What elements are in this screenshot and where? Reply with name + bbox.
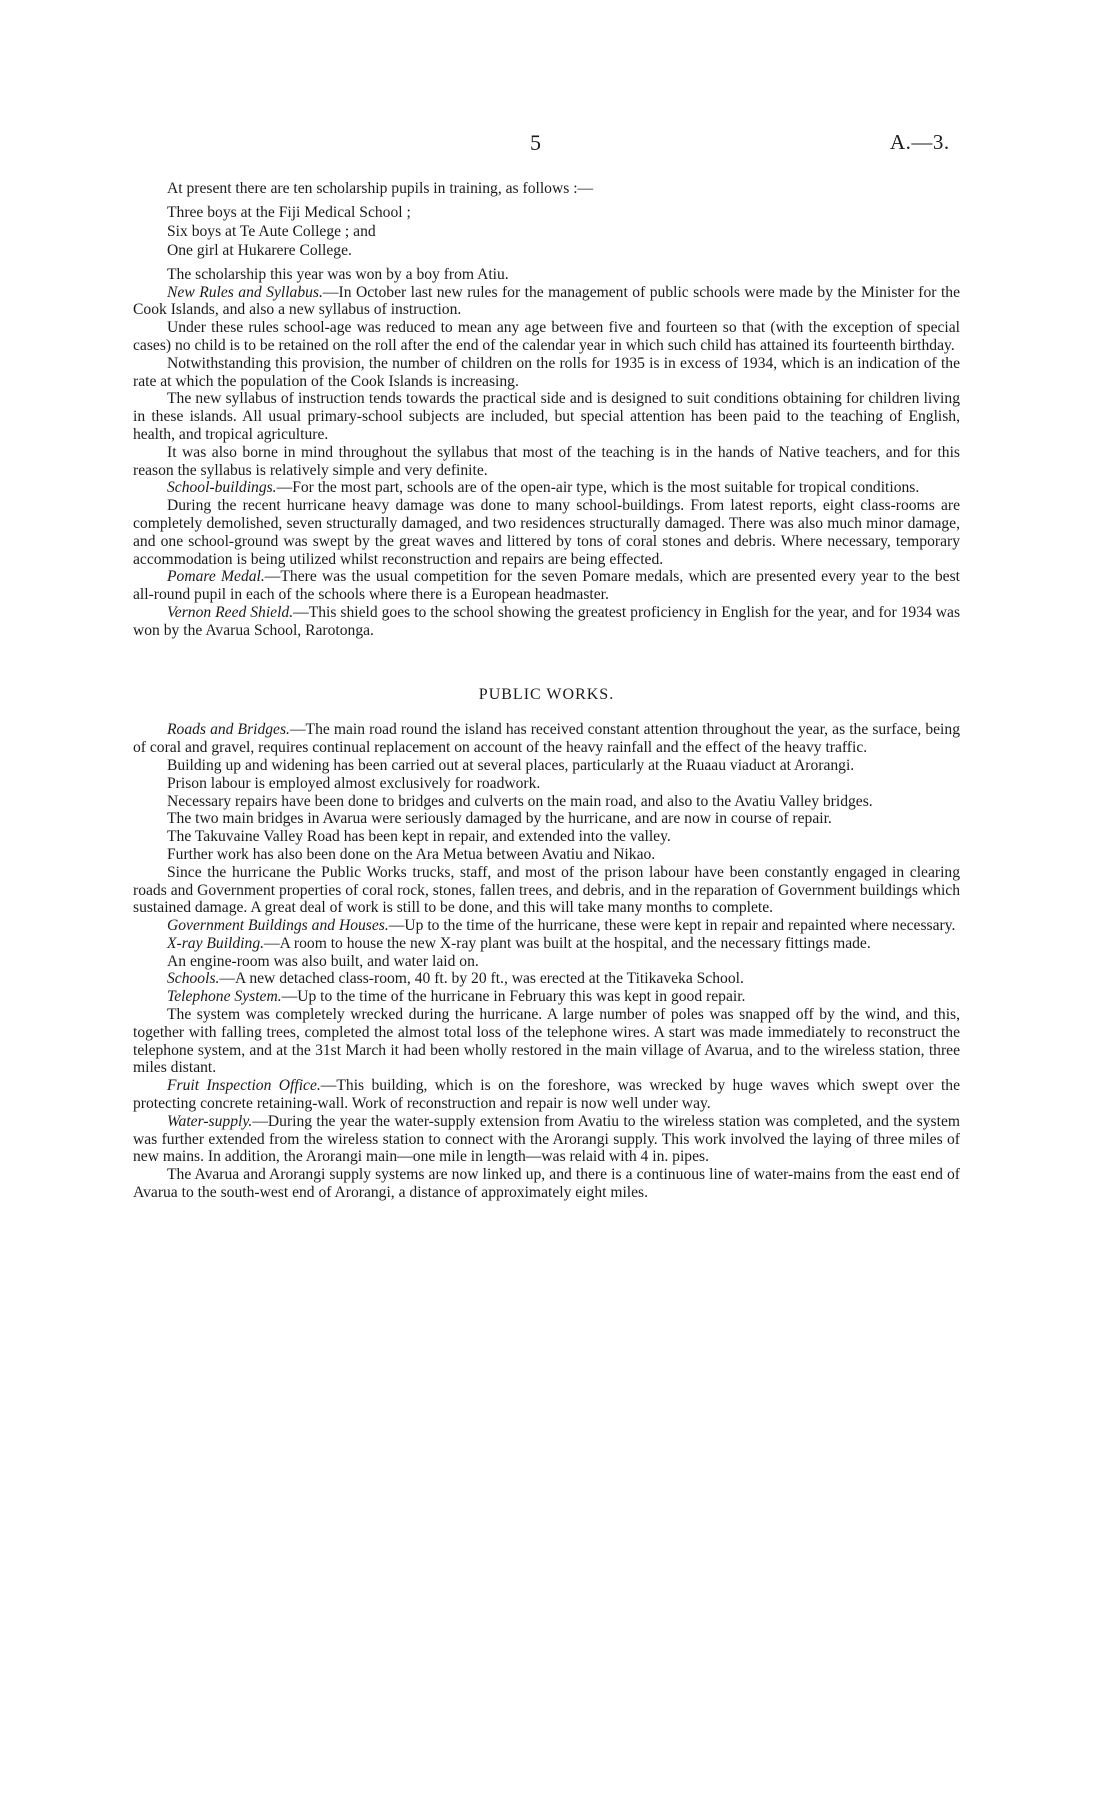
paragraph [133,479,960,497]
paragraph-text: The Takuvaine Valley Road has been kept in repair, and extended into the valley. [167,828,671,846]
list-item: One girl at Hukarere College. [167,241,352,259]
paragraph [133,917,960,935]
paragraph-text: The system was completely wrecked during the hurricane. A large number of poles was snapped off by the wind, and this, together with falling trees, completed the almost total loss of the telephone wires. A start was made immediately to reconstruct the telephone system, and at the 31st March it had been wholly restored in the main village of Avarua, and to the wireless station, three miles distant. [133,1006,960,1077]
scholarship-list [167,203,960,260]
paragraph [133,846,960,864]
paragraph-text: —There was the usual competition for the seven Pomare medals, which are presented every year to the best all-round pupil in each of the schools where there is a European headmaster. [133,568,960,604]
paragraph [133,935,960,953]
paragraph-heading: Pomare Medal. [167,568,265,586]
paragraph-text: The two main bridges in Avarua were seriously damaged by the hurricane, and are now in course of repair. [167,810,832,828]
scholarship-winner: The scholarship this year was won by a boy from Atiu. [167,265,509,283]
public-works-section [133,721,960,1202]
paragraph-heading: New Rules and Syllabus. [167,283,323,301]
paragraph-text: —Up to the time of the hurricane in February this was kept in good repair. [281,988,746,1006]
paragraph-text: Prison labour is employed almost exclusively for roadwork. [167,774,541,792]
paragraph [133,355,960,391]
paragraph-text: —The main road round the island has received constant attention throughout the year, as the surface, being of coral and gravel, requires continual replacement on account of the heavy rainfall and the effect of the heavy traffic. [133,721,960,757]
paragraph [133,775,960,793]
paragraph-text: —For the most part, schools are of the open-air type, which is the most suitable for tropical conditions. [276,479,920,497]
paragraph [133,497,960,568]
paragraph-text: —A new detached class-room, 40 ft. by 20 ft., was erected at the Titikaveka School. [219,970,744,988]
scholarship-intro: At present there are ten scholarship pupils in training, as follows :— [167,180,594,197]
paragraph-text: Under these rules school-age was reduced to mean any age between five and fourteen so that (with the exception of special cases) no child is to be retained on the roll after the end of the calendar year in which such child has attained its fourteenth birthday. [133,319,960,354]
paragraph-text: The Avarua and Arorangi supply systems are now linked up, and there is a continuous line of water-mains from the east end of Avarua to the south-west end of Arorangi, a distance of approximately eight miles. [133,1166,960,1202]
document-reference: A.—3. [890,130,950,154]
paragraph [133,444,960,480]
page-header [0,130,1114,160]
paragraph-text: Further work has also been done on the Ara Metua between Avatiu and Nikao. [167,845,656,863]
paragraph-heading: Vernon Reed Shield. [167,603,294,621]
paragraph [133,1077,960,1113]
paragraph [133,319,960,355]
paragraph-text: —This shield goes to the school showing the greatest proficiency in English for the year, and for 1934 was won by the Avarua School, Rarotonga. [133,603,961,639]
paragraph [133,284,960,320]
paragraph [133,970,960,988]
paragraph-heading: Schools. [167,970,220,988]
paragraph-heading: Water-supply. [167,1112,253,1130]
paragraph [133,568,960,604]
paragraph-heading: Government Buildings and Houses. [167,917,389,935]
page-body [133,180,960,1202]
paragraph-text: An engine-room was also built, and water laid on. [167,952,479,970]
paragraph-text: Building up and widening has been carried out at several places, particularly at the Ruaau viaduct at Arorangi. [167,756,855,774]
paragraph [133,604,960,640]
paragraph [133,1113,960,1166]
paragraph [133,864,960,917]
paragraph [133,721,960,757]
paragraph [133,828,960,846]
list-item: Six boys at Te Aute College ; and [167,222,376,240]
education-section [133,284,960,640]
paragraph [133,390,960,443]
paragraph-text: Notwithstanding this provision, the number of children on the rolls for 1935 is in excess of 1934, which is an indication of the rate at which the population of the Cook Islands is increasing. [133,354,960,390]
paragraph-text: Since the hurricane the Public Works trucks, staff, and most of the prison labour have been constantly engaged in clearing roads and Government properties of coral rock, stones, fallen trees, and debris, and in the reparation of Government buildings which sustained damage. A great deal of work is still to be done, and this will take many months to complete. [133,863,960,917]
paragraph [133,810,960,828]
paragraph [133,953,960,971]
list-item: Three boys at the Fiji Medical School ; [167,203,411,221]
section-title-public-works: PUBLIC WORKS. [478,685,615,703]
paragraph-text: —Up to the time of the hurricane, these were kept in repair and repainted where necessary. [388,917,956,935]
paragraph-heading: Fruit Inspection Office. [167,1077,321,1095]
paragraph [133,757,960,775]
paragraph [133,1006,960,1077]
paragraph-heading: X-ray Building. [167,934,265,952]
paragraph-heading: Telephone System. [167,988,282,1006]
paragraph-text: —A room to house the new X-ray plant was built at the hospital, and the necessary fittings made. [264,934,871,952]
paragraph-text: —In October last new rules for the management of public schools were made by the Minister for the Cook Islands, and also a new syllabus of instruction. [133,283,960,319]
paragraph-text: The new syllabus of instruction tends towards the practical side and is designed to suit conditions obtaining for children living in these islands. All usual primary-school subjects are included, but special attention has been paid to the teaching of English, health, and tropical agriculture. [133,390,960,443]
paragraph [133,793,960,811]
paragraph-text: —This building, which is on the foreshore, was wrecked by huge waves which swept over the protecting concrete retaining-wall. Work of reconstruction and repair is now well under way. [133,1077,960,1113]
paragraph-text: —During the year the water-supply extension from Avatiu to the wireless station was completed, and the system was further extended from the wireless station to connect with the Arorangi supply. This work involved the laying of three miles of new mains. In addition, the Arorangi main—one mile in length—was relaid with 4 in. pipes. [133,1112,960,1166]
paragraph-text: Necessary repairs have been done to bridges and culverts on the main road, and also to the Avatiu Valley bridges. [167,792,873,810]
paragraph [133,988,960,1006]
page-number: 5 [530,130,541,155]
paragraph-heading: School-buildings. [167,479,277,497]
paragraph-heading: Roads and Bridges. [167,721,290,739]
paragraph-text: During the recent hurricane heavy damage was done to many school-buildings. From latest reports, eight class-rooms are completely demolished, seven structurally damaged, and two residences structurally damaged. There was also much minor damage, and one school-ground was swept by the great waves and littered by tons of coral stones and debris. Where necessary, temporary accommodation is being utilized whilst reconstruction and repairs are being effected. [133,497,960,568]
paragraph-text: It was also borne in mind throughout the syllabus that most of the teaching is in the hands of Native teachers, and for this reason the syllabus is relatively simple and very definite. [133,443,960,479]
paragraph [133,1166,960,1202]
